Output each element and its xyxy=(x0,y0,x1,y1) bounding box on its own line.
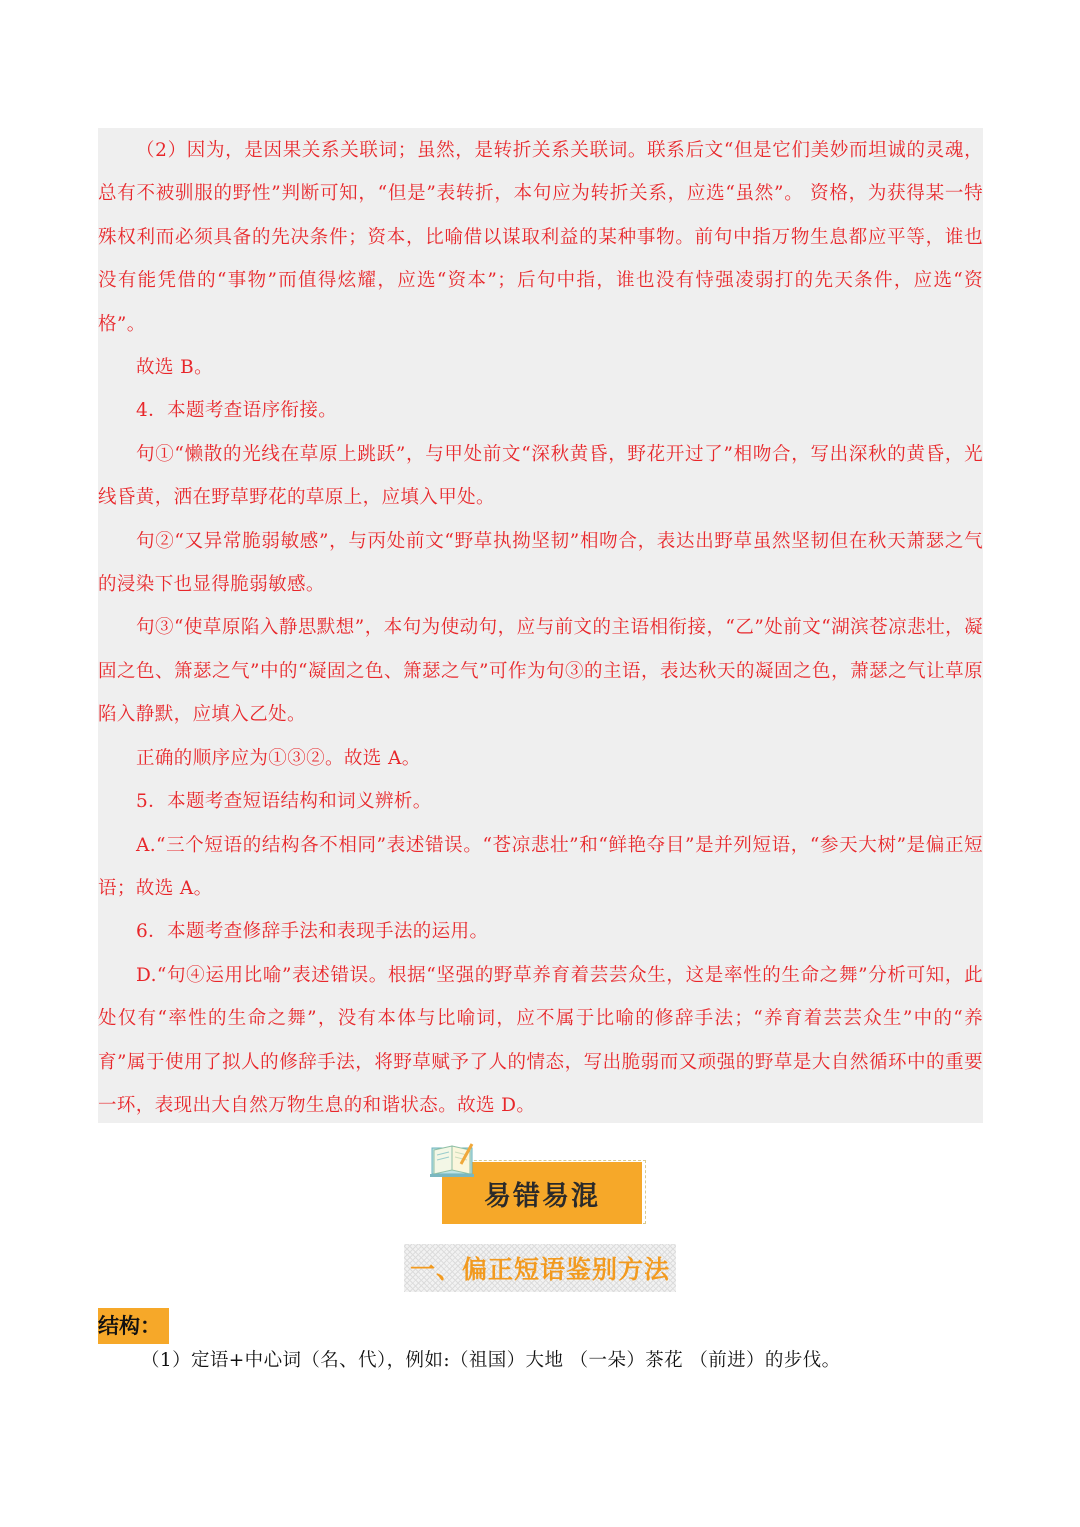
structure-line: （1）定语+中心词（名、代），例如:（祖国）大地 （一朵）茶花 （前进）的步伐。 xyxy=(141,1350,841,1371)
banner-label: 易错易混 xyxy=(484,1180,600,1212)
book-icon xyxy=(428,1140,482,1180)
answer-explanation-box xyxy=(98,128,983,1123)
answer-paragraph: 故选 B。 xyxy=(136,357,213,379)
answer-paragraph: A.“三个短语的结构各不相同”表述错误。“苍凉悲壮”和“鲜艳夺目”是并列短语，“参天大树”是偏正短语；故选 A。 xyxy=(98,834,983,899)
answer-paragraph: 正确的顺序应为①③②。故选 A。 xyxy=(136,747,421,769)
answer-paragraph: 句②“又异常脆弱敏感”，与丙处前文“野草执拗坚韧”相吻合，表达出野草虽然坚韧但在秋天萧瑟之气的浸染下也显得脆弱敏感。 xyxy=(98,530,983,596)
structure-label: 结构： xyxy=(98,1308,169,1344)
answer-paragraph: 4．本题考查语序衔接。 xyxy=(136,400,338,422)
answer-paragraph: （2）因为，是因果关系关联词；虽然，是转折关系关联词。联系后文“但是它们美妙而坦诚的灵魂，总有不被驯服的野性”判断可知，“但是”表转折，本句应为转折关系，应选“虽然”。 资格，为获得某一特殊权利而必须具备的先决条件；资本，比喻借以谋取利益的某种事物。前句中指万物生息都应平等，谁也没有能凭借的“事物”而值得炫耀，应选“资本”；后句中指，谁也没有恃强凌弱打的先天条件，应选“资格”。 xyxy=(98,140,983,335)
section-title-frame xyxy=(404,1244,676,1292)
answer-paragraph: 句③“使草原陷入静思默想”，本句为使动句，应与前文的主语相衔接，“乙”处前文“湖滨苍凉悲壮，凝固之色、箫瑟之气”中的“凝固之色、箫瑟之气”可作为句③的主语，表达秋天的凝固之色，萧瑟之气让草原陷入静默，应填入乙处。 xyxy=(98,617,983,726)
answer-paragraph: 6．本题考查修辞手法和表现手法的运用。 xyxy=(136,921,489,943)
section-banner xyxy=(428,1140,660,1230)
section-title: 一、偏正短语鉴别方法 xyxy=(409,1255,670,1284)
answer-paragraph: 句①“懒散的光线在草原上跳跃”，与甲处前文“深秋黄昏，野花开过了”相吻合，写出深秋的黄昏，光线昏黄，洒在野草野花的草原上，应填入甲处。 xyxy=(98,443,983,509)
answer-paragraph: 5．本题考查短语结构和词义辨析。 xyxy=(136,791,432,813)
answer-paragraph: D.“句④运用比喻”表述错误。根据“坚强的野草养育着芸芸众生，这是率性的生命之舞”分析可知，此处仅有“率性的生命之舞”，没有本体与比喻词，应不属于比喻的修辞手法；“养育着芸芸众生”中的“养育”属于使用了拟人的修辞手法，将野草赋予了人的情态，写出脆弱而又顽强的野草是大自然循环中的重要一环，表现出大自然万物生息的和谐状态。故选 D。 xyxy=(98,964,983,1116)
